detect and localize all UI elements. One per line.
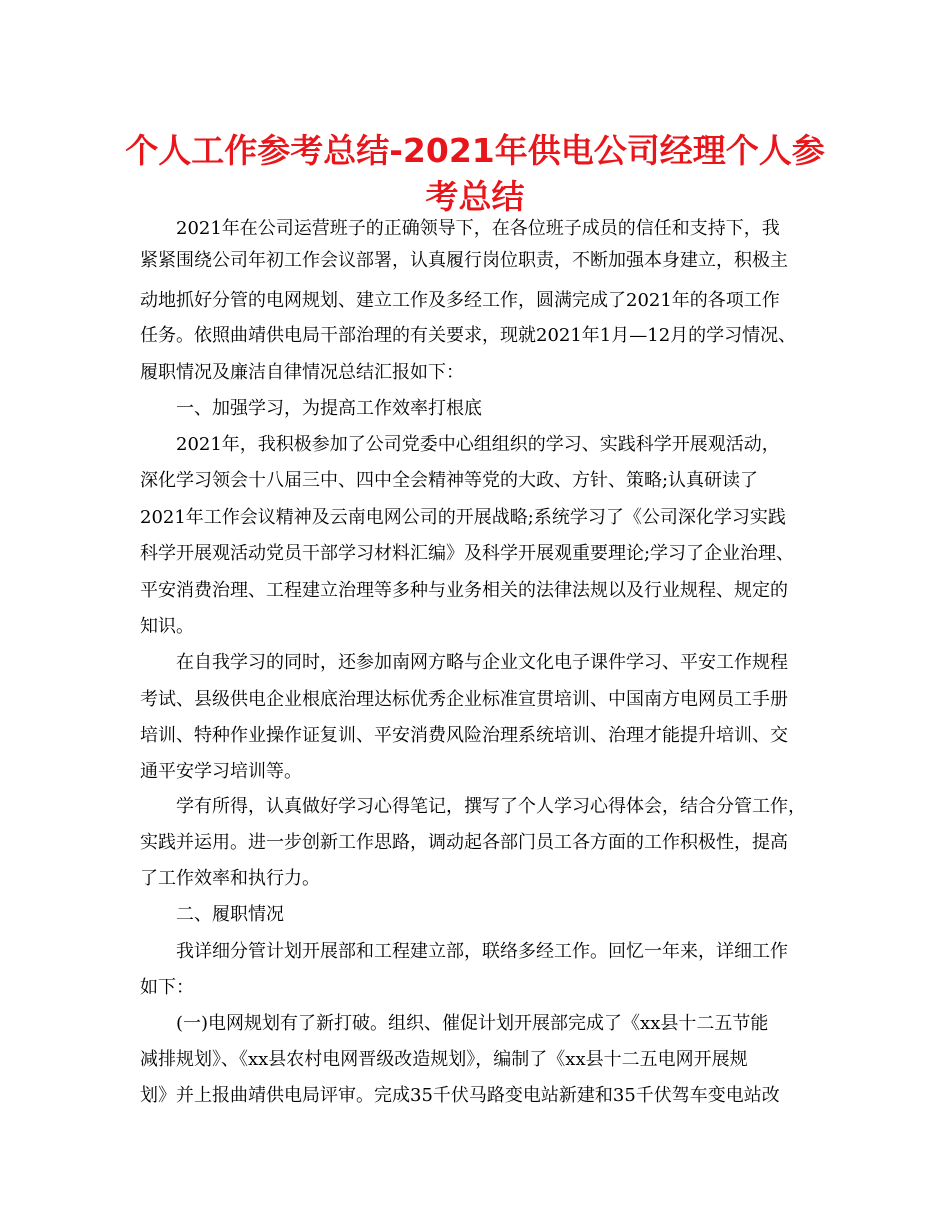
body-line-2: 紧紧围绕公司年初工作会议部署，认真履行岗位职责，不断加强本身建立，积极主 (140, 250, 788, 271)
document-title-line-2: 考总结 (425, 177, 525, 216)
body-line-16: 学有所得，认真做好学习心得笔记，撰写了个人学习心得体会，结合分管工作， (176, 796, 806, 817)
body-line-17: 实践并运用。进一步创新工作思路，调动起各部门员工各方面的工作积极性，提高 (140, 832, 788, 853)
body-line-23: 划》并上报曲靖供电局评审。完成35千伏马路变电站新建和35千伏驾车变电站改 (140, 1085, 780, 1106)
body-line-13: 考试、县级供电企业根底治理达标优秀企业标准宣贯培训、中国南方电网员工手册 (140, 689, 788, 710)
body-line-12: 在自我学习的同时，还参加南网方略与企业文化电子课件学习、平安工作规程 (176, 652, 788, 673)
body-line-15: 通平安学习培训等。 (140, 761, 302, 782)
body-line-9: 科学开展观活动党员干部学习材料汇编》及科学开展观重要理论;学习了企业治理、 (140, 543, 795, 564)
body-line-4: 任务。依照曲靖供电局干部治理的有关要求，现就2021年1月—12月的学习情况、 (140, 325, 797, 346)
section-heading-1: 一、加强学习，为提高工作效率打根底 (176, 398, 482, 419)
body-line-11: 知识。 (140, 616, 194, 637)
body-line-5: 履职情况及廉洁自律情况总结汇报如下： (140, 362, 464, 383)
document-title-line-1: 个人工作参考总结-2021年供电公司经理个人参 (125, 131, 825, 170)
body-line-14: 培训、特种作业操作证复训、平安消费风险治理系统培训、治理才能提升培训、交 (140, 725, 788, 746)
body-line-22: 减排规划》、《xx县农村电网晋级改造规划》，编制了《xx县十二五电网开展规 (140, 1049, 748, 1070)
body-line-8: 2021年工作会议精神及云南电网公司的开展战略;系统学习了《公司深化学习实践 (140, 507, 786, 528)
body-line-1: 2021年在公司运营班子的正确领导下，在各位班子成员的信任和支持下，我 (176, 218, 780, 239)
body-line-3: 动地抓好分管的电网规划、建立工作及多经工作，圆满完成了2021年的各项工作 (140, 290, 780, 311)
body-line-6: 2021年，我积极参加了公司党委中心组组织的学习、实践科学开展观活动， (176, 434, 780, 455)
body-line-20: 如下： (140, 977, 194, 998)
section-heading-2: 二、履职情况 (176, 904, 284, 925)
body-line-10: 平安消费治理、工程建立治理等多种与业务相关的法律法规以及行业规程、规定的 (140, 580, 788, 601)
body-line-18: 了工作效率和执行力。 (140, 868, 320, 889)
body-line-21: (一)电网规划有了新打破。组织、催促计划开展部完成了《xx县十二五节能 (176, 1013, 769, 1034)
body-line-7: 深化学习领会十八届三中、四中全会精神等党的大政、方针、策略;认真研读了 (140, 470, 759, 491)
body-line-19: 我详细分管计划开展部和工程建立部，联络多经工作。回忆一年来，详细工作 (176, 941, 788, 962)
